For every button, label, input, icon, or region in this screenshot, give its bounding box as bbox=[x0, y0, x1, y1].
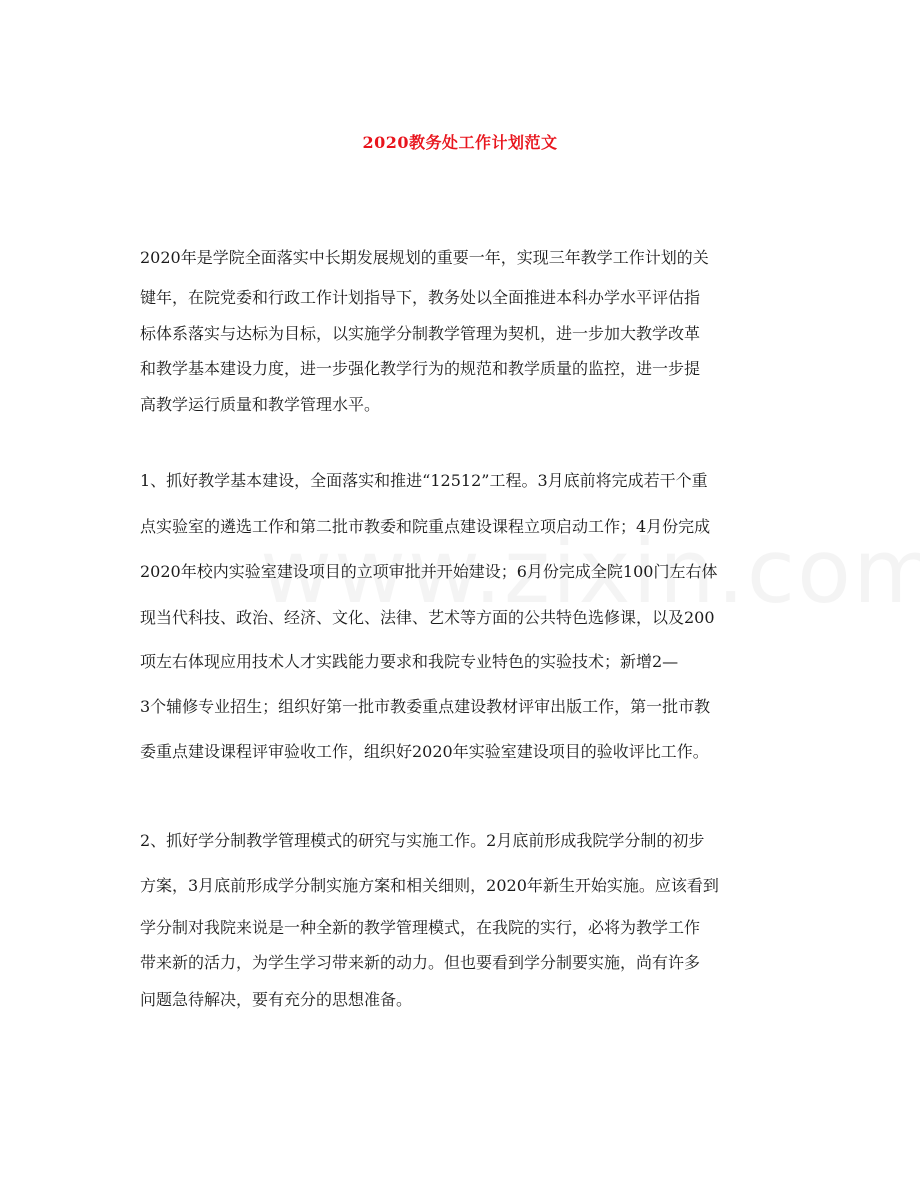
paragraph-line: 3个辅修专业招生；组织好第一批市教委重点建设教材评审出版工作，第一批市教 bbox=[140, 697, 711, 716]
paragraph-line: 2、抓好学分制教学管理模式的研究与实施工作。2月底前形成我院学分制的初步 bbox=[140, 831, 705, 850]
paragraph-line: 2020年校内实验室建设项目的立项审批并开始建设；6月份完成全院100门左右体 bbox=[140, 562, 718, 581]
paragraph-line: 学分制对我院来说是一种全新的教学管理模式，在我院的实行，必将为教学工作 bbox=[140, 918, 701, 937]
paragraph-line: 键年，在院党委和行政工作计划指导下，教务处以全面推进本科办学水平评估指 bbox=[140, 288, 701, 307]
paragraph-line: 1、抓好教学基本建设，全面落实和推进“12512”工程。3月底前将完成若干个重 bbox=[140, 471, 708, 490]
paragraph-line: 点实验室的遴选工作和第二批市教委和院重点建设课程立项启动工作；4月份完成 bbox=[140, 517, 711, 536]
paragraph-line: 带来新的活力，为学生学习带来新的动力。但也要看到学分制要实施，尚有许多 bbox=[140, 953, 701, 972]
paragraph-line: 现当代科技、政治、经济、文化、法律、艺术等方面的公共特色选修课，以及200 bbox=[140, 608, 715, 627]
paragraph-line: 和教学基本建设力度，进一步强化教学行为的规范和教学质量的监控，进一步提 bbox=[140, 359, 701, 378]
paragraph-line: 委重点建设课程评审验收工作，组织好2020年实验室建设项目的验收评比工作。 bbox=[140, 742, 709, 761]
paragraph-line: 问题急待解决，要有充分的思想准备。 bbox=[140, 990, 413, 1009]
paragraph-line: 2020年是学院全面落实中长期发展规划的重要一年，实现三年教学工作计划的关 bbox=[140, 248, 709, 267]
paragraph-line: 标体系落实与达标为目标，以实施学分制教学管理为契机，进一步加大教学改革 bbox=[140, 324, 701, 343]
page-title: 2020教务处工作计划范文 bbox=[362, 133, 558, 152]
paragraph-line: 项左右体现应用技术人才实践能力要求和我院专业特色的实验技术；新增2— bbox=[140, 652, 679, 671]
paragraph-line: 高教学运行质量和教学管理水平。 bbox=[140, 395, 381, 414]
paragraph-line: 方案，3月底前形成学分制实施方案和相关细则，2020年新生开始实施。应该看到 bbox=[140, 876, 719, 895]
